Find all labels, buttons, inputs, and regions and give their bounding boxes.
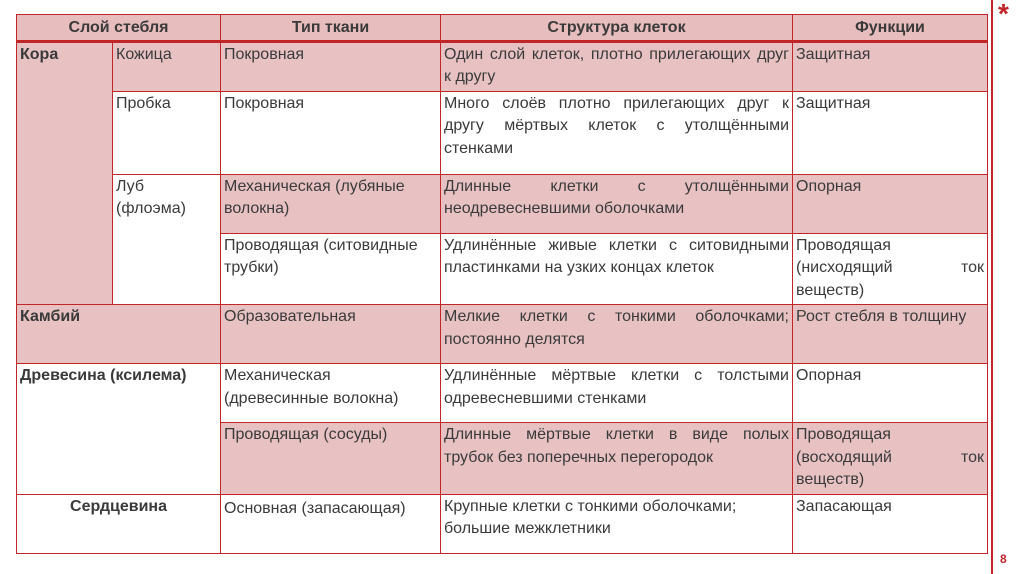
tissue-cell: Образовательная bbox=[221, 305, 441, 364]
tissue-cell: Покровная bbox=[221, 91, 441, 174]
tissue-cell: Механическая (древесинные волокна) bbox=[221, 364, 441, 423]
right-accent-bar bbox=[991, 0, 993, 574]
corner-asterisk: * bbox=[998, 0, 1009, 29]
layer-pith: Сердцевина bbox=[17, 494, 221, 553]
header-structure: Структура клеток bbox=[441, 15, 793, 42]
structure-cell: Мелкие клетки с тонкими оболочками; постоянно делятся bbox=[441, 305, 793, 364]
function-cell: Опорная bbox=[793, 364, 988, 423]
structure-cell: Длинные мёртвые клетки в виде полых трубок без поперечных перегородок bbox=[441, 423, 793, 495]
tissue-cell: Покровная bbox=[221, 41, 441, 91]
structure-cell: Один слой клеток, плотно прилегающих друг к другу bbox=[441, 41, 793, 91]
layer-bark: Кора bbox=[17, 41, 113, 305]
table-row bbox=[17, 494, 988, 553]
structure-cell: Много слоёв плотно прилегающих друг к другу мёртвых клеток с утолщёнными стенками bbox=[441, 91, 793, 174]
header-function: Функции bbox=[793, 15, 988, 42]
header-tissue: Тип ткани bbox=[221, 15, 441, 42]
function-cell: Проводящая (нисходящий ток веществ) bbox=[793, 233, 988, 305]
header-layer: Слой стебля bbox=[17, 15, 221, 42]
structure-cell: Длинные клетки с утолщёнными неодревесневшими оболочками bbox=[441, 174, 793, 233]
sublayer-epidermis: Кожица bbox=[113, 41, 221, 91]
function-cell: Опорная bbox=[793, 174, 988, 233]
sublayer-cork: Пробка bbox=[113, 91, 221, 174]
page-number: 8 bbox=[1000, 552, 1007, 566]
table-row bbox=[17, 174, 988, 233]
layer-cambium: Камбий bbox=[17, 305, 221, 364]
function-cell: Проводящая (восходящий ток веществ) bbox=[793, 423, 988, 495]
structure-cell: Удлинённые мёртвые клетки с толстыми одревесневшими стенками bbox=[441, 364, 793, 423]
stem-structure-table bbox=[16, 14, 988, 554]
tissue-cell: Механическая (лубяные волокна) bbox=[221, 174, 441, 233]
tissue-cell: Проводящая (сосуды) bbox=[221, 423, 441, 495]
header-row bbox=[17, 15, 988, 42]
table-row bbox=[17, 305, 988, 364]
tissue-cell: Проводящая (ситовидные трубки) bbox=[221, 233, 441, 305]
structure-cell: Удлинённые живые клетки с ситовидными пластинками на узких концах клеток bbox=[441, 233, 793, 305]
function-cell: Запасающая bbox=[793, 494, 988, 553]
function-cell: Защитная bbox=[793, 91, 988, 174]
table-row bbox=[17, 91, 988, 174]
sublayer-bast: Луб (флоэма) bbox=[113, 174, 221, 305]
structure-cell: Крупные клетки с тонкими оболочками; большие межклетники bbox=[441, 494, 793, 553]
function-cell: Рост стебля в толщину bbox=[793, 305, 988, 364]
table-row bbox=[17, 364, 988, 423]
layer-wood: Древесина (ксилема) bbox=[17, 364, 221, 495]
table-row bbox=[17, 41, 988, 91]
tissue-cell: Основная (запасающая) bbox=[221, 494, 441, 553]
function-cell: Защитная bbox=[793, 41, 988, 91]
